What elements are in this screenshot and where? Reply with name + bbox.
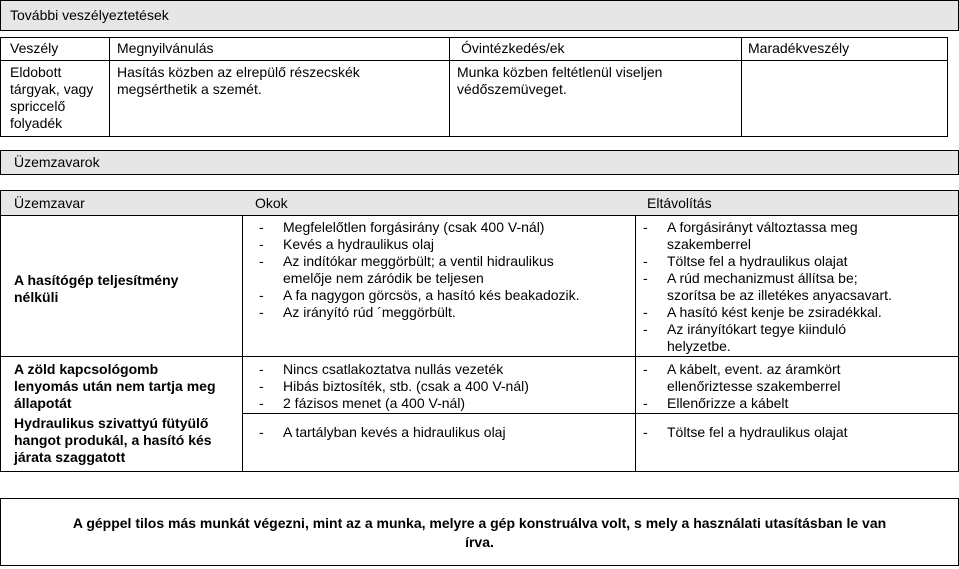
header-hazard: Veszély [10,40,59,56]
list-item: - A fa nagygon görcsös, a hasító kés beakadozik. [259,287,580,303]
hazard-table [0,37,948,137]
fault-line: hangot produkál, a hasító kés [14,432,212,448]
precaution-line: védőszemüveget. [457,81,567,97]
faults-header-row [0,190,959,216]
hazard-line: tárgyak, vagy [10,81,94,97]
list-item: - A rúd mechanizmust állítsa be; szorítsa be az illetékes anyacsavart. [643,270,892,303]
header-manifestation: Megnyilvánulás [117,40,214,56]
hazard-line: Eldobott [10,64,62,80]
list-item: - 2 fázisos menet (a 400 V-nál) [259,395,466,411]
list-item: - Az irányítókart tegye kiinduló helyzetbe. [643,321,846,354]
faults-table [0,215,959,472]
list-item: - Megfelelőtlen forgásirány (csak 400 V-nál) [259,219,545,235]
hazard-line: spriccelő [10,98,66,114]
causes-list [259,361,529,412]
list-item: - Hibás biztosíték, stb. (csak a 400 V-nál) [259,378,529,394]
manifestation-cell [117,64,360,98]
faults-title-box [0,150,959,175]
list-item: - A kábelt, event. az áramkört ellenőriztesse szakemberrel [643,361,841,394]
warning-line: írva. [465,534,494,550]
fault-cell [14,415,212,466]
fault-cell [14,361,216,412]
fault-line: járata szaggatott [14,449,126,465]
hazard-line: folyadék [10,115,63,131]
header-fault: Üzemzavar [14,195,85,211]
header-precaution: Óvintézkedés/ek [461,40,565,56]
warning-box [0,498,959,566]
section-title: További veszélyeztetések [10,7,169,23]
fault-line: Hydraulikus szivattyú fütyülő [14,415,209,431]
list-item: - Nincs csatlakoztatva nullás vezeték [259,361,504,377]
remedy-list [643,219,892,355]
section-title-box [0,0,959,31]
fault-cell [14,272,178,306]
list-item: - Ellenőrizze a kábelt [643,395,789,411]
faults-title: Üzemzavarok [14,154,100,170]
precaution-cell [457,64,662,98]
remedy-list [643,361,841,412]
list-item: - Kevés a hydraulikus olaj [259,236,434,252]
list-item: - A forgásirányt változtassa meg szakemberrel [643,219,858,252]
list-item: - Töltse fel a hydraulikus olajat [643,253,848,269]
list-item: - A tartályban kevés a hidraulikus olaj [259,424,506,440]
header-causes: Okok [255,195,288,211]
fault-line: állapotát [14,395,72,411]
warning-line: A géppel tilos más munkát végezni, mint az a munka, melyre a gép konstruálva volt, s mely a használati utasításban le van [72,515,887,531]
hazard-cell [10,64,93,132]
causes-list [259,219,580,321]
fault-line: A hasítógép teljesítmény [14,272,179,288]
fault-line: nélküli [14,289,59,305]
remedy-list [643,424,848,441]
warning-text [1,514,958,552]
manifestation-line: megsérthetik a szemét. [117,81,262,97]
header-residual: Maradékveszély [748,40,850,56]
list-item: - Az irányító rúd ´meggörbült. [259,304,456,320]
list-item: - A hasító kést kenje be zsiradékkal. [643,304,882,320]
list-item: - Töltse fel a hydraulikus olajat [643,424,848,440]
fault-line: lenyomás után nem tartja meg [14,378,216,394]
fault-line: A zöld kapcsológomb [14,361,159,377]
causes-list [259,424,506,441]
header-remedy: Eltávolítás [647,195,712,211]
manifestation-line: Hasítás közben az elrepülő részecskék [117,64,360,80]
list-item: - Az indítókar meggörbült; a ventil hidraulikus emelője nem záródik be teljesen [259,253,554,286]
precaution-line: Munka közben feltétlenül viseljen [457,64,663,80]
